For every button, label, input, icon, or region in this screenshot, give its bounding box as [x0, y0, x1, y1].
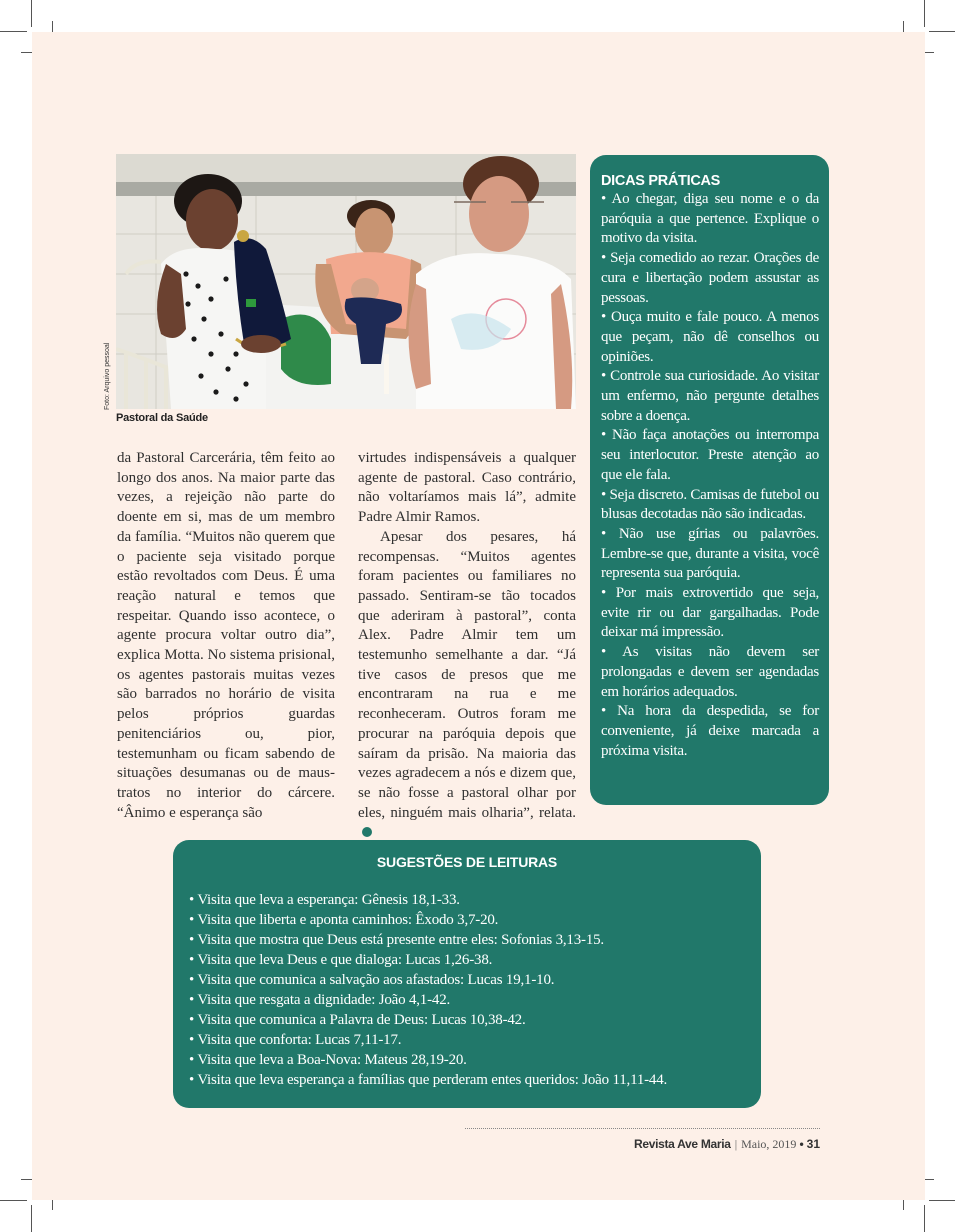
photo-illustration [116, 154, 576, 409]
dica-item: • Ao chegar, diga seu nome e o da paróquia a que pertence. Explique o motivo da visita. [601, 191, 819, 247]
article-paragraph-text: Apesar dos pesares, há recompensas. “Muitos agentes foram pacientes ou familiares no passado. Sentiram-se tão tocados que aderiram à pastoral”, conta Alex. Padre Almir tem um testemunho semelhante a dar. “Já tive casos de presos que me encontraram na rua e me reconheceram. Outros foram me procurar na paróquia depois que saíram da prisão. Na maioria das vezes agradecem a nós e dizem que, se não fosse a pastoral olhar por eles, ninguém mais olharia”, relata. [358, 528, 576, 821]
leituras-list [189, 890, 761, 1090]
dica-item: • Ouça muito e fale pouco. A menos que peçam, não dê conselhos ou opiniões. [601, 309, 819, 365]
leitura-item: • Visita que leva esperança a famílias que perderam entes queridos: João 11,11-44. [189, 1072, 668, 1088]
dica-item: • Na hora da despedida, se for conveniente, já deixe marcada a próxima visita. [601, 703, 819, 759]
leitura-item: • Visita que resgata a dignidade: João 4,1-42. [189, 992, 451, 1008]
crop-mark [0, 1200, 27, 1201]
crop-mark [0, 31, 27, 32]
crop-mark [924, 0, 925, 27]
article-column-1 [117, 449, 335, 823]
leitura-item: • Visita que leva a Boa-Nova: Mateus 28,19-20. [189, 1052, 467, 1068]
magazine-name: Revista Ave Maria [633, 1137, 731, 1151]
leitura-item: • Visita que conforta: Lucas 7,11-17. [189, 1032, 402, 1048]
leitura-item: • Visita que comunica a salvação aos afastados: Lucas 19,1-10. [189, 972, 555, 988]
leitura-item: • Visita que leva a esperança: Gênesis 18,1-33. [189, 892, 460, 908]
dicas-title: DICAS PRÁTICAS [601, 173, 721, 189]
dica-item: • Controle sua curiosidade. Ao visitar um enfermo, não pergunte detalhes sobre a doença. [601, 368, 819, 424]
photo-credit: Foto: Arquivo pessoal [104, 342, 111, 410]
dica-item: • Seja comedido ao rezar. Orações de cura e libertação podem assustar as pessoas. [601, 250, 819, 306]
leitura-item: • Visita que mostra que Deus está presente entre eles: Sofonias 3,13-15. [189, 932, 604, 948]
crop-mark [31, 0, 32, 27]
article-photo [116, 154, 576, 409]
footer-separator: | [734, 1137, 738, 1151]
crop-mark [924, 1205, 925, 1232]
article-column-2 [358, 449, 576, 843]
leitura-item: • Visita que comunica a Palavra de Deus: Lucas 10,38-42. [189, 1012, 526, 1028]
dica-item: • Não use gírias ou palavrões. Lembre-se que, durante a visita, você representa sua paróquia. [601, 525, 819, 582]
dica-item: • Por mais extrovertido que seja, evite rir ou dar gargalhadas. Pode deixar má impressão. [601, 585, 819, 641]
page-number: 31 [806, 1137, 820, 1151]
issue-date: Maio, 2019 [741, 1137, 797, 1151]
photo-caption: Pastoral da Saúde [116, 412, 208, 424]
leitura-item: • Visita que leva Deus e que dialoga: Lucas 1,26-38. [189, 952, 493, 968]
article-paragraph: da Pastoral Carcerária, têm feito ao longo dos anos. Na maior parte das vezes, a rejeição não parte do doente em si, mas de um membro da família. “Muitos não querem que o paciente seja visitado porque estão revoltados com Deus. É uma reação natural e temos que respeitar. Quando isso acontece, o agente procura voltar outro dia”, explica Motta. No sistema prisional, os agentes pastorais muitas vezes são barrados no horário de visita pelos próprios guardas penitenciários ou, pior, testemunham ou ficam sabendo de situações desumanas ou de maus-tratos no interior do cárcere. “Ânimo e esperança são [117, 450, 335, 821]
dica-item: • Seja discreto. Camisas de futebol ou blusas decotadas não são indicadas. [601, 486, 819, 523]
crop-mark [31, 1205, 32, 1232]
dicas-praticas-panel [590, 155, 829, 805]
end-dot-icon [362, 827, 372, 837]
crop-mark [929, 31, 955, 32]
footer-bullet: • [799, 1137, 804, 1151]
sugestoes-leituras-panel [173, 840, 761, 1108]
dicas-list [601, 190, 819, 761]
leitura-item: • Visita que liberta e aponta caminhos: Êxodo 3,7-20. [189, 912, 499, 928]
dica-item: • As visitas não devem ser prolongadas e devem ser agendadas em horários adequados. [601, 644, 819, 700]
article-paragraph [358, 528, 576, 843]
footer-divider [465, 1128, 820, 1129]
article-paragraph: virtudes indispensáveis a qualquer agente de pastoral. Caso contrário, não voltaríamos mais lá”, admite Padre Almir Ramos. [358, 450, 576, 526]
leituras-title: SUGESTÕES DE LEITURAS [376, 854, 558, 870]
page-footer [634, 1137, 820, 1152]
crop-mark [929, 1200, 955, 1201]
dica-item: • Não faça anotações ou interrompa seu interlocutor. Preste atenção ao que ele fala. [601, 427, 819, 483]
